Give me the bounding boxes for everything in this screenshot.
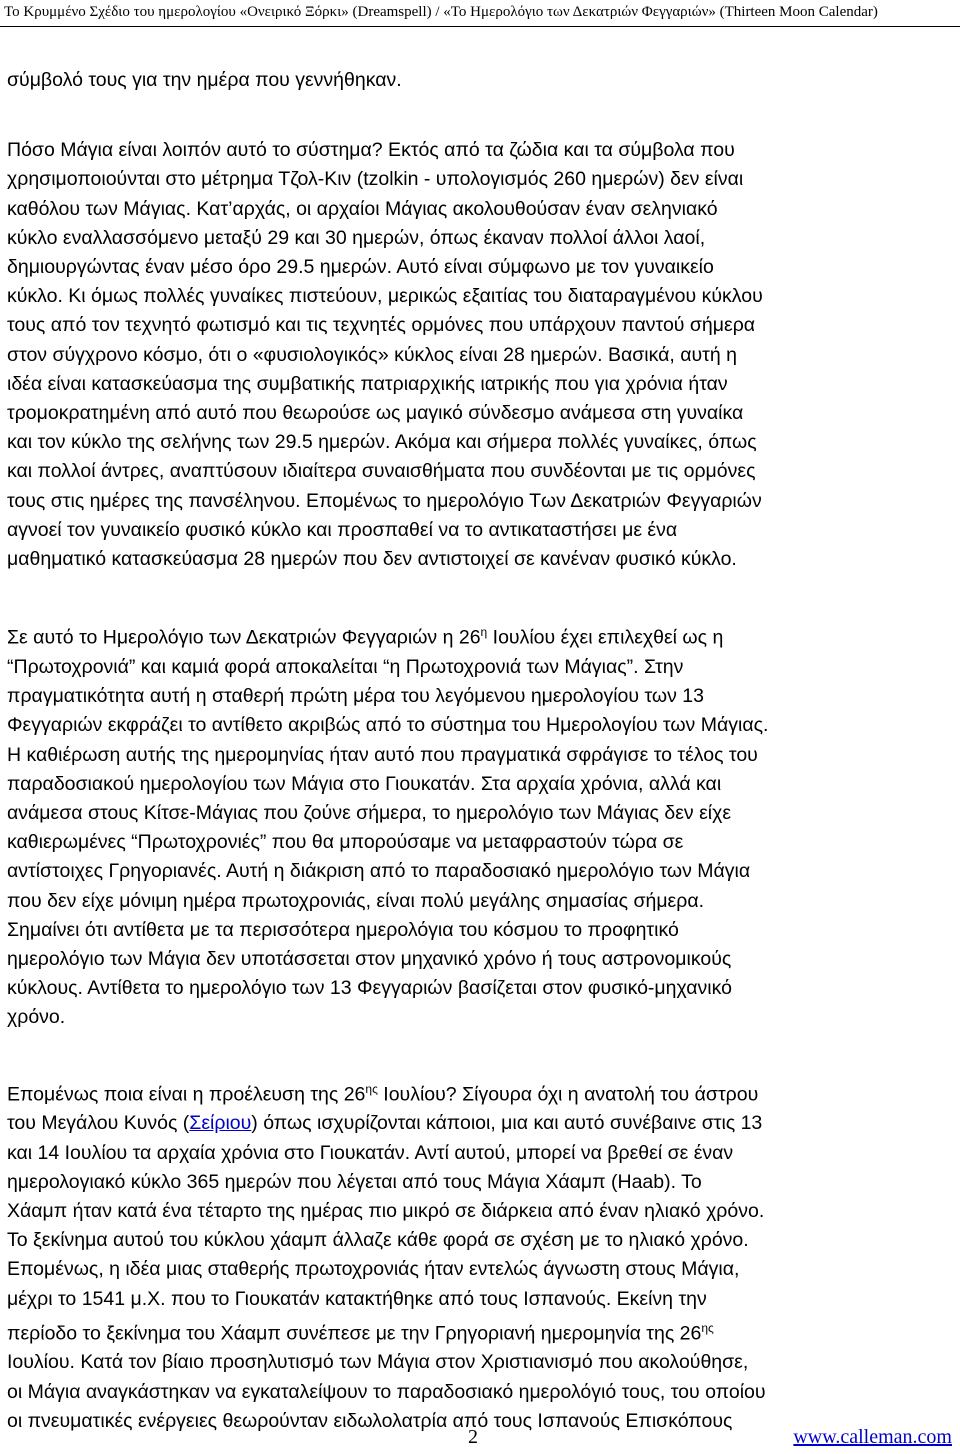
p3-line: αντίστοιχες Γρηγοριανές. Αυτή η διάκριση από το παραδοσιακό ημερολόγιο των Μάγια — [7, 860, 751, 883]
website-link[interactable]: www.calleman.com — [793, 1426, 952, 1448]
p2-line: κύκλο εναλλασσόμενο μεταξύ 29 και 30 ημερών, όπως έκαναν πολλοί άλλοι λαοί, — [7, 226, 706, 249]
p4-line-end: ) όπως ισχυρίζονται κάποιοι, μια και αυτό συνέβαινε στις 13 — [251, 1112, 763, 1135]
p4-line: οι Μάγια αναγκάστηκαν να εγκαταλείψουν το παραδοσιακό ημερολόγιό τους, του οποίου — [7, 1380, 766, 1403]
p2-line: δημιουργώντας έναν μέσο όρο 29.5 ημερών. Αυτό είναι σύμφωνο με τον γυναικείο — [7, 256, 714, 279]
header-divider — [0, 26, 960, 27]
p2-line: κύκλο. Κι όμως πολλές γυναίκες πιστεύουν, μερικώς εξαιτίας του διαταραγμένου κύκλου — [7, 285, 763, 308]
p4-line: οι πνευματικές ενέργειες θεωρούνταν ειδωλολατρία από τους Ισπανούς Επισκόπους — [7, 1409, 733, 1432]
p4-line: Το ξεκίνημα αυτού του κύκλου χάαμπ άλλαζε κάθε φορά σε σχέση με το ηλιακό χρόνο. — [7, 1229, 749, 1252]
p2-line: και τον κύκλο της σελήνης των 29.5 ημερών. Ακόμα και σήμερα πολλές γυναίκες, όπως — [7, 431, 757, 454]
p4-superscript: ης — [365, 1081, 378, 1096]
paragraph-1-text: σύμβολό τους για την ημέρα που γεννήθηκαν. — [7, 69, 402, 91]
p4-line-start: Επομένως ποια είναι η προέλευση της 26 — [7, 1083, 366, 1106]
p3-line: Η καθιέρωση αυτής της ημερομηνίας ήταν αυτό που πραγματικά σφράγισε το τέλος του — [7, 743, 758, 766]
p3-superscript: η — [480, 625, 488, 640]
p3-line: πραγματικότητα αυτή η σταθερή πρώτη μέρα του λεγόμενου ημερολογίου των 13 — [7, 685, 704, 708]
paragraph-3 — [7, 618, 955, 1032]
p2-line: αγνοεί τον γυναικείο φυσικό κύκλο και προσπαθεί να το αντικαταστήσει με ένα — [7, 518, 678, 541]
p3-line: καθιερωμένες “Πρωτοχρονιές” που θα μπορούσαμε να μεταφραστούν τώρα σε — [7, 831, 684, 854]
p4-line: και 14 Ιουλίου τα αρχαία χρόνια στο Γιουκατάν. Αντί αυτού, μπορεί να βρεθεί σε έναν — [7, 1141, 734, 1164]
p2-line: ιδέα είναι κατασκεύασμα της συμβατικής πατριαρχικής ιατρικής που για χρόνια ήταν — [7, 372, 728, 395]
p4-line: περίοδο το ξεκίνημα του Χάαμπ συνέπεσε με την Γρηγοριανή ημερομηνία της 26 — [7, 1322, 702, 1345]
p2-line: Πόσο Μάγια είναι λοιπόν αυτό το σύστημα? Εκτός από τα ζώδια και τα σύμβολα που — [7, 139, 735, 162]
p4-superscript-2: ης — [701, 1320, 714, 1335]
p4-line: ημερολογιακό κύκλο 365 ημερών που λέγεται από τους Μάγια Χάαμπ (Haab). Το — [7, 1170, 702, 1193]
p3-line: ημερολόγιο των Μάγια δεν υποτάσσεται στον μηχανικό χρόνο ή τους αστρονομικούς — [7, 947, 732, 970]
p3-line: Σημαίνει ότι αντίθετα με τα περισσότερα ημερολόγια του κόσμου το προφητικό — [7, 918, 679, 941]
p4-line: μέχρι το 1541 μ.Χ. που το Γιουκατάν κατακτήθηκε από τους Ισπανούς. Εκείνη την — [7, 1287, 707, 1310]
p2-line: και πολλοί άντρες, αναπτύσουν ιδιαίτερα συναισθήματα που συνδέονται με τις ορμόνες — [7, 460, 756, 483]
p2-line: τρομοκρατημένη από αυτό που θεωρούσε ως μαγικό σύνδεσμο ανάμεσα στη γυναίκα — [7, 402, 744, 425]
p2-line: χρησιμοποιούνται στο μέτρημα Τζολ-Κιν (tzolkin - υπολογισμός 260 ημερών) δεν είναι — [7, 168, 744, 191]
p2-line: στον σύγχρονο κόσμο, ότι ο «φυσιολογικός» κύκλος είναι 28 ημερών. Βασικά, αυτή η — [7, 343, 737, 366]
p3-line: που δεν είχε μόνιμη ημέρα πρωτοχρονιάς, είναι πολύ μεγάλης σημασίας σήμερα. — [7, 889, 705, 912]
sirius-link[interactable]: Σείριου — [189, 1112, 252, 1135]
page-footer — [0, 1422, 960, 1452]
p2-line: τους από τον τεχνητό φωτισμό και τις τεχνητές ορμόνες που υπάρχουν παντού σήμερα — [7, 314, 756, 337]
p3-line: παραδοσιακού ημερολογίου των Μάγια στο Γιουκατάν. Στα αρχαία χρόνια, αλλά και — [7, 772, 722, 795]
p2-line: μαθηματικό κατασκεύασμα 28 ημερών που δεν αντιστοιχεί σε κανέναν φυσικό κύκλο. — [7, 548, 737, 571]
p3-line: χρόνο. — [7, 1006, 66, 1029]
p4-line-start: του Μεγάλου Κυνός ( — [7, 1112, 190, 1135]
p4-line: Επομένως, η ιδέα μιας σταθερής πρωτοχρονιάς ήταν εντελώς άγνωστη στους Μάγια, — [7, 1258, 740, 1281]
p3-line: “Πρωτοχρονιά” και καμιά φορά αποκαλείται “η Πρωτοχρονιά των Μάγιας”. Στην — [7, 655, 684, 678]
p3-line-end: Ιουλίου έχει επιλεχθεί ως η — [487, 626, 724, 649]
p3-line: κύκλους. Αντίθετα το ημερολόγιο των 13 Φεγγαριών βασίζεται στον φυσικό-μηχανικό — [7, 977, 732, 1000]
p3-line: ανάμεσα στους Κίτσε-Μάγιας που ζούνε σήμερα, το ημερολόγιο των Μάγιας δεν είχε — [7, 801, 732, 824]
page-number: 2 — [468, 1426, 478, 1448]
p4-line: Ιουλίου. Κατά τον βίαιο προσηλυτισμό των Μάγια στον Χριστιανισμό που ακολούθησε, — [7, 1351, 749, 1374]
p2-line: καθόλου των Μάγιας. Κατ’αρχάς, οι αρχαίοι Μάγιας ακολουθούσαν έναν σεληνιακό — [7, 197, 718, 220]
paragraph-2 — [7, 136, 955, 574]
running-header — [0, 0, 960, 26]
p3-line-start: Σε αυτό το Ημερολόγιο των Δεκατριών Φεγγαριών η 26 — [7, 626, 481, 649]
document-body — [7, 66, 955, 1436]
p4-line-end: Ιουλίου? Σίγουρα όχι η ανατολή του άστρου — [377, 1083, 759, 1106]
p3-line: Φεγγαριών εκφράζει το αντίθετο ακριβώς από το σύστημα του Ημερολογίου των Μάγιας. — [7, 714, 769, 737]
header-title: Το Κρυμμένο Σχέδιο του ημερολογίου «Ονειρικό Ξόρκι» (Dreamspell) / «Το Ημερολόγιο των Δεκατριών Φεγγαριών» (Thirteen Moon Calendar) — [4, 4, 878, 20]
p2-line: τους στις ημέρες της πανσέληνου. Επομένως το ημερολόγιο Των Δεκατριών Φεγγαριών — [7, 489, 762, 512]
paragraph-1 — [7, 66, 955, 95]
p4-line: Χάαμπ ήταν κατά ένα τέταρτο της ημέρας πιο μικρό σε διάρκεια από έναν ηλιακό χρόνο. — [7, 1199, 765, 1222]
paragraph-4 — [7, 1075, 955, 1436]
